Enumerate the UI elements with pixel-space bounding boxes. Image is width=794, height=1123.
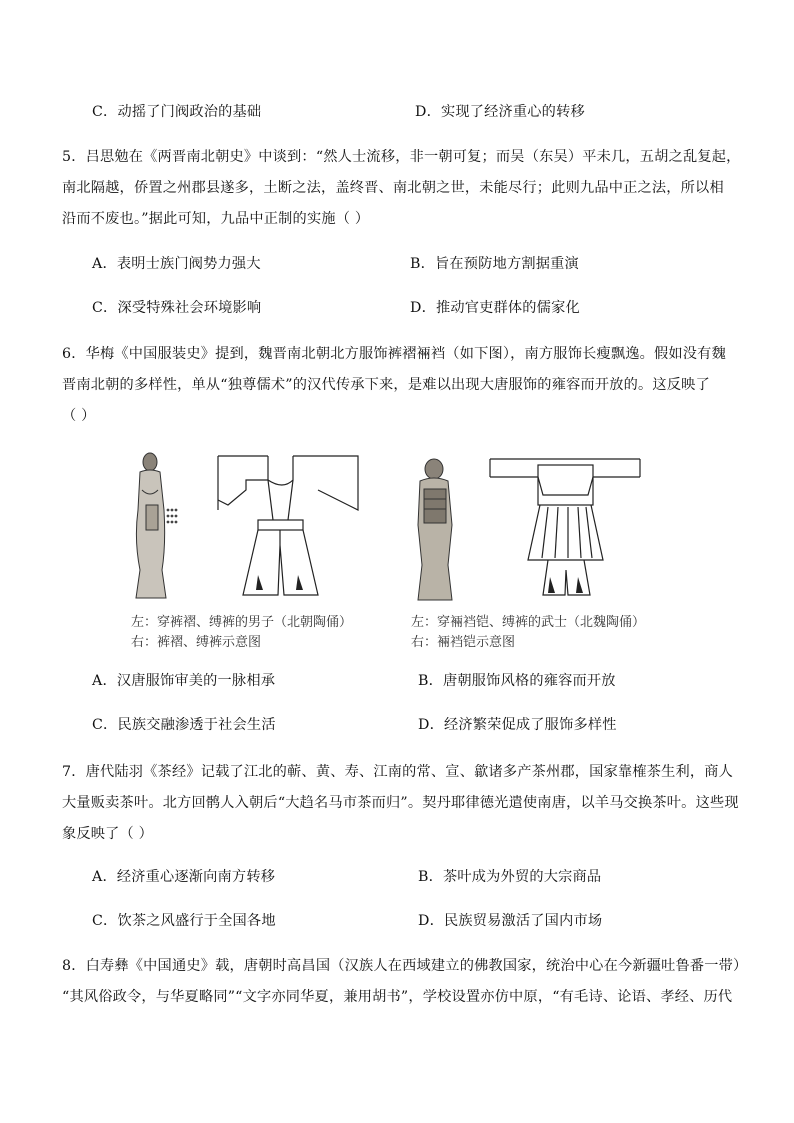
fig-right-caption-2: 右：裲裆铠示意图 xyxy=(411,635,516,650)
q6-option-a: A．汉唐服饰审美的一脉相承 xyxy=(92,673,276,689)
q5-option-a: A．表明士族门阀势力强大 xyxy=(92,256,261,272)
q6-stem-line3: （ ） xyxy=(62,408,96,424)
q6-option-d: D．经济繁荣促成了服饰多样性 xyxy=(418,717,617,733)
q8-stem-line2: “其风俗政令，与华夏略同”“文字亦同华夏，兼用胡书”，学校设置亦仿中原，“有毛诗、论语、孝经、历代 xyxy=(62,989,733,1005)
q7-stem-line2: 大量贩卖茶叶。北方回鹘人入朝后“大趋名马市茶而归”。契丹耶律德光遣使南唐，以羊马交换茶叶。这些现 xyxy=(62,795,739,811)
q5-option-d: D．推动官吏群体的儒家化 xyxy=(410,300,580,316)
q7-option-c: C．饮茶之风盛行于全国各地 xyxy=(92,913,276,929)
q7-option-d: D．民族贸易激活了国内市场 xyxy=(418,913,603,929)
fig-left-caption-1: 左：穿裤褶、缚裤的男子（北朝陶俑） xyxy=(131,615,353,630)
q5-stem-line3: 沿而不废也。”据此可知，九品中正制的实施（ ） xyxy=(62,211,370,227)
q6-stem-line2: 晋南北朝的多样性，单从“独尊儒术”的汉代传承下来，是难以出现大唐服饰的雍容而开放的。这反映了 xyxy=(62,377,710,393)
q8-stem-line1: 8．白寿彝《中国通史》载，唐朝时高昌国（汉族人在西域建立的佛教国家，统治中心在今新疆吐鲁番一带） xyxy=(62,958,748,974)
q6-stem-line1: 6．华梅《中国服装史》提到，魏晋南北朝北方服饰裤褶裲裆（如下图），南方服饰长瘦飘逸。假如没有魏 xyxy=(62,346,726,362)
q5-option-b: B．旨在预防地方割据重演 xyxy=(410,256,579,272)
q7-stem-line3: 象反映了（ ） xyxy=(62,826,154,842)
q5-stem-line2: 南北隔越，侨置之州郡县遂多，土断之法，盖终晋、南北朝之世，未能尽行；此则九品中正之法，所以相 xyxy=(62,180,724,196)
q7-stem-line1: 7．唐代陆羽《茶经》记载了江北的蕲、黄、寿、江南的常、宣、歙诸多产茶州郡，国家靠榷茶生利，商人 xyxy=(62,764,734,780)
figurine-armored-warrior-icon xyxy=(408,455,648,605)
q6-option-c: C．民族交融渗透于社会生活 xyxy=(92,717,276,733)
q5-stem-line1: 5．吕思勉在《两晋南北朝史》中谈到：“然人士流移，非一朝可复；而吴（东吴）平未几，五胡之乱复起， xyxy=(62,149,741,165)
figure-right-group xyxy=(408,455,648,605)
q4-option-d: D．实现了经济重心的转移 xyxy=(415,104,585,120)
q6-option-b: B．唐朝服饰风格的雍容而开放 xyxy=(418,673,616,689)
figure-left-group xyxy=(128,450,368,605)
q4-option-c: C．动摇了门阀政治的基础 xyxy=(92,104,262,120)
figurine-pottery-man-icon xyxy=(128,450,368,605)
q7-option-b: B．茶叶成为外贸的大宗商品 xyxy=(418,869,602,885)
fig-left-caption-2: 右：裤褶、缚裤示意图 xyxy=(131,635,262,650)
fig-right-caption-1: 左：穿裲裆铠、缚裤的武士（北魏陶俑） xyxy=(411,615,646,630)
q5-option-c: C．深受特殊社会环境影响 xyxy=(92,300,262,316)
q7-option-a: A．经济重心逐渐向南方转移 xyxy=(92,869,276,885)
